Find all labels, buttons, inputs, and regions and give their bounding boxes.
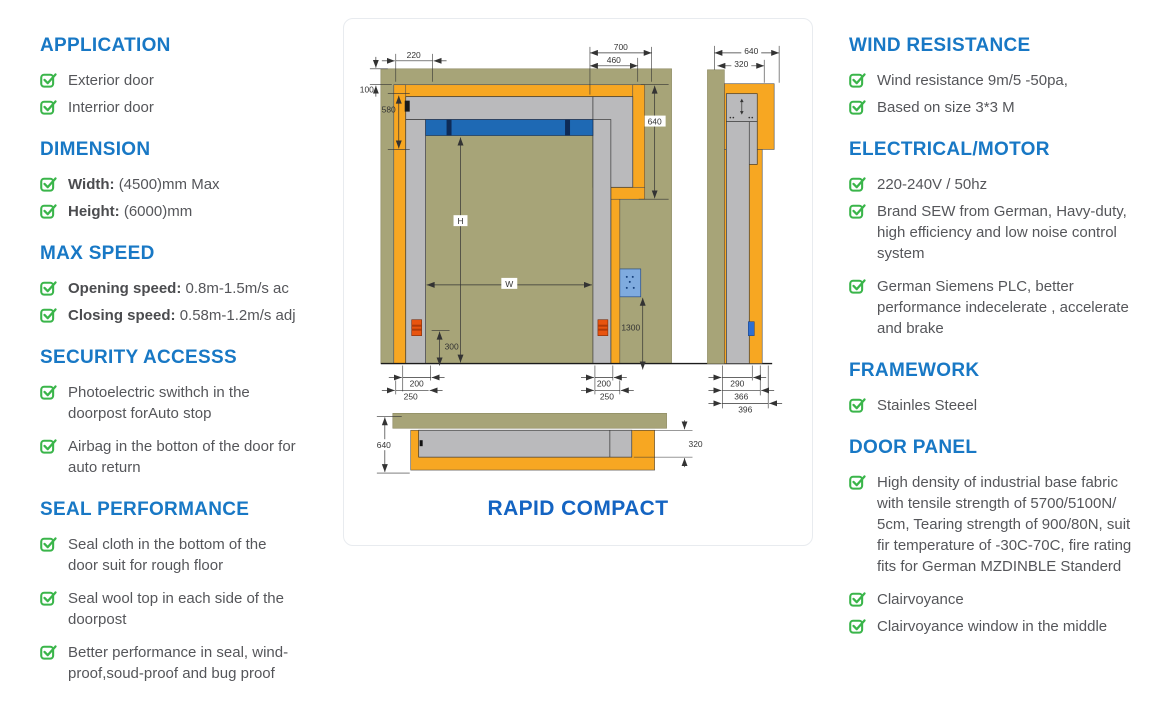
dim-label: W: [505, 278, 514, 289]
list-item: [40, 70, 336, 91]
photoelectric-sensor: [412, 320, 422, 336]
list-item: [849, 201, 1139, 264]
dim-label: 640: [744, 45, 759, 56]
wall: [393, 413, 667, 428]
list-item: [40, 588, 336, 630]
dim-label: 320: [688, 439, 703, 450]
section-title-application: APPLICATION: [40, 35, 171, 56]
dim-label: 460: [606, 54, 621, 65]
list-item: [40, 201, 336, 222]
side-section-view: [707, 70, 774, 364]
list-item-text: Seal wool top in each side of the doorpost: [68, 590, 284, 628]
checkbox-check-icon: [849, 618, 866, 635]
list-item: [849, 589, 1139, 610]
post-column: [726, 122, 749, 364]
checkbox-check-icon: [40, 590, 57, 607]
list-item-text: Height: (6000)mm: [68, 203, 193, 220]
dim-label: 320: [734, 58, 749, 69]
checkbox-check-icon: [849, 397, 866, 414]
list-item: [40, 174, 336, 195]
product-name-caption: RAPID COMPACT: [487, 497, 669, 520]
section-title-framework: FRAMEWORK: [849, 360, 980, 381]
list-item-text: Clairvoyance: [877, 591, 964, 608]
technical-drawing-card: [343, 18, 813, 546]
list-item: [40, 278, 336, 299]
list-item: [849, 616, 1139, 637]
list-item: [40, 305, 336, 326]
list-item: [849, 395, 1139, 416]
left-spec-column: [40, 30, 336, 696]
list-item: [40, 642, 336, 684]
checkbox-check-icon: [40, 384, 57, 401]
dim-label: 1300: [621, 322, 641, 333]
checkbox-check-icon: [849, 72, 866, 89]
curtain-divider: [565, 120, 570, 136]
list-item: [40, 436, 336, 478]
list-item-text: Wind resistance 9m/5 -50pa,: [877, 72, 1068, 89]
section-title-dimension: DIMENSION: [40, 139, 151, 160]
checkbox-check-icon: [40, 280, 57, 297]
list-item-text: Opening speed: 0.8m-1.5m/s ac: [68, 280, 289, 297]
list-item-text: Brand SEW from German, Havy-duty, high efficiency and low noise control system: [877, 203, 1127, 262]
list-item: [40, 382, 336, 424]
dim-label: 300: [444, 341, 459, 352]
section-title-seal-performance: SEAL PERFORMANCE: [40, 499, 250, 520]
door-unit: [419, 430, 632, 457]
checkbox-check-icon: [40, 307, 57, 324]
frame-left: [394, 85, 406, 364]
dim-label: 200: [596, 378, 611, 389]
section-title-wind-resistance: WIND RESISTANCE: [849, 35, 1031, 56]
control-box: [620, 269, 641, 297]
list-item: [849, 70, 1139, 91]
section-title-door-panel: DOOR PANEL: [849, 437, 978, 458]
list-item-text: Interrior door: [68, 99, 154, 116]
list-item-text: 220-240V / 50hz: [877, 176, 988, 193]
section-title-security-access: SECURITY ACCESSS: [40, 347, 237, 368]
side-sensor: [748, 322, 754, 336]
list-item-text: Stainles Steeel: [877, 397, 978, 414]
checkbox-check-icon: [40, 99, 57, 116]
list-item-text: Photoelectric swithch in the doorpost forAuto stop: [68, 384, 250, 422]
frame-right-outer: [633, 85, 645, 200]
right-spec-column: [849, 30, 1139, 643]
checkbox-check-icon: [40, 176, 57, 193]
section-title-electrical-motor: ELECTRICAL/MOTOR: [849, 139, 1050, 160]
checkbox-check-icon: [40, 536, 57, 553]
checkbox-check-icon: [40, 72, 57, 89]
photoelectric-sensor: [598, 320, 608, 336]
section-title-max-speed: MAX SPEED: [40, 243, 155, 264]
list-item-text: Better performance in seal, wind-proof,soud-proof and bug proof: [68, 644, 289, 682]
list-item-text: Clairvoyance window in the middle: [877, 618, 1108, 635]
dim-label: 366: [734, 391, 749, 402]
list-item-text: Closing speed: 0.58m-1.2m/s adj: [68, 307, 296, 324]
dim-label: 640: [376, 440, 391, 451]
checkbox-check-icon: [849, 176, 866, 193]
motor-knob: [405, 101, 410, 112]
list-item: [40, 97, 336, 118]
dim-label: 250: [599, 391, 614, 402]
unit-detail: [420, 440, 423, 446]
curtain-divider: [447, 120, 452, 136]
wall: [707, 70, 724, 364]
door-technical-drawing: [344, 19, 812, 489]
list-item-text: Based on size 3*3 M: [877, 99, 1015, 116]
list-item-text: High density of industrial base fabric with tensile strength of 5700/5100N/ 5cm, Tearing strength of 900/80N, suit fir temperature of -30C-70C, fire rating fits for German MZDINBLE Standerd: [877, 474, 1132, 575]
frame-top: [394, 85, 645, 97]
dim-label: 640: [647, 116, 662, 127]
dim-label: 250: [403, 391, 418, 402]
list-item: [849, 276, 1139, 339]
list-item-text: Airbag in the botton of the door for auto return: [68, 438, 296, 476]
list-item-text: Seal cloth in the bottom of the door suit for rough floor: [68, 536, 267, 574]
list-item: [849, 97, 1139, 118]
checkbox-check-icon: [849, 99, 866, 116]
list-item-text: German Siemens PLC, better performance indecelerate , accelerate and brake: [877, 278, 1129, 337]
list-item: [849, 472, 1139, 577]
dim-label: H: [457, 216, 464, 227]
motor-housing: [406, 97, 593, 120]
dim-label: 700: [613, 41, 628, 52]
checkbox-check-icon: [40, 644, 57, 661]
checkbox-check-icon: [849, 278, 866, 295]
list-item-text: Width: (4500)mm Max: [68, 176, 220, 193]
dim-label: 200: [409, 378, 424, 389]
list-item: [849, 174, 1139, 195]
checkbox-check-icon: [40, 203, 57, 220]
checkbox-check-icon: [849, 474, 866, 491]
checkbox-check-icon: [40, 438, 57, 455]
checkbox-check-icon: [849, 591, 866, 608]
dim-label: 100: [359, 84, 374, 95]
list-item-text: Exterior door: [68, 72, 154, 89]
frame-step: [611, 187, 645, 199]
dim-label: 220: [406, 49, 421, 60]
list-item: [40, 534, 336, 576]
checkbox-check-icon: [849, 203, 866, 220]
dim-label: 290: [730, 378, 745, 389]
dim-label: 396: [738, 404, 753, 415]
plan-view: [393, 413, 667, 470]
dim-label: 580: [381, 104, 396, 115]
